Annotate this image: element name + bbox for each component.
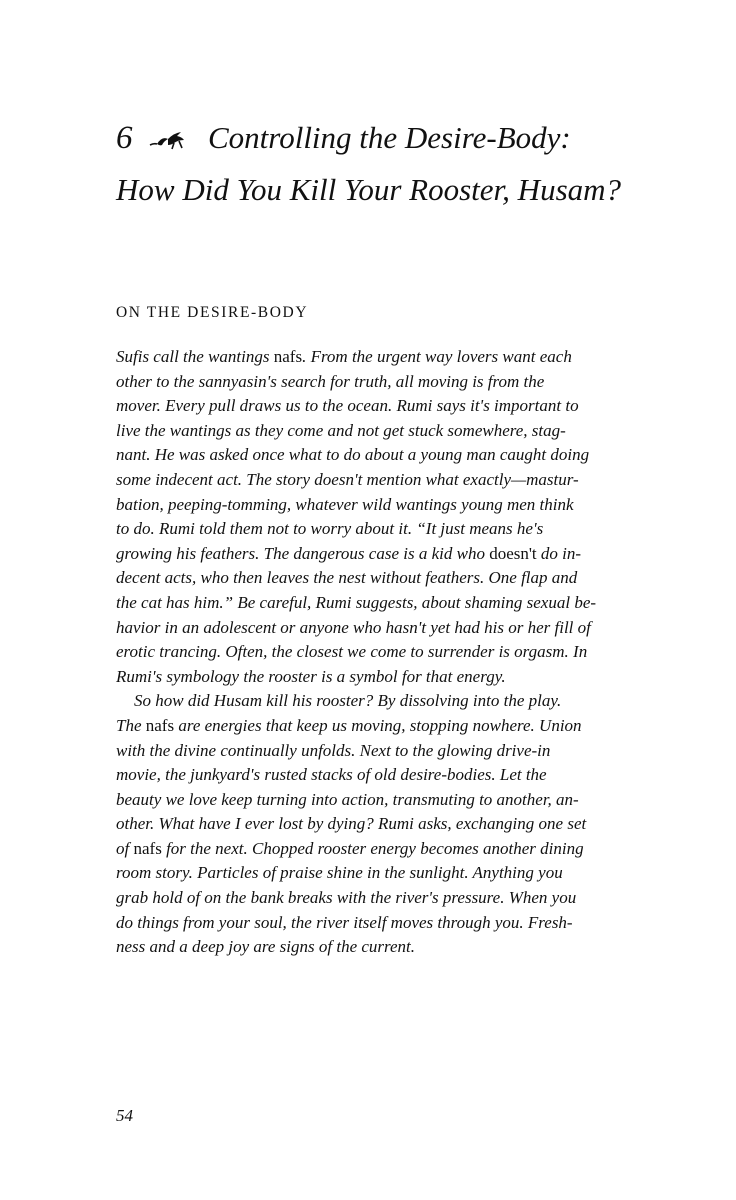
text-line: So how did Husam kill his rooster? By dissolving into the play. — [134, 691, 562, 711]
text-line: the cat has him.” Be careful, Rumi suggests, about shaming sexual be- — [116, 592, 597, 612]
text-line: nant. He was asked once what to do about a young man caught doing — [116, 445, 590, 465]
text-line: to do. Rumi told them not to worry about it. “It just means he's — [116, 519, 544, 539]
text-line: The nafs are energies that keep us moving, stopping nowhere. Union — [116, 715, 582, 735]
text-line: other to the sannyasin's search for truth, all moving is from the — [116, 371, 545, 391]
text-line: other. What have I ever lost by dying? Rumi asks, exchanging one set — [116, 814, 587, 834]
text-line: decent acts, who then leaves the nest without feathers. One flap and — [116, 568, 578, 588]
chapter-heading — [116, 112, 716, 216]
text-line: do things from your soul, the river itself moves through you. Fresh- — [116, 912, 573, 932]
text-line: havior in an adolescent or anyone who hasn't yet had his or her fill of — [116, 617, 591, 637]
chapter-title-part-1: Controlling the Desire-Body: — [208, 120, 571, 155]
text-line: bation, peeping-tomming, whatever wild wantings young men think — [116, 494, 574, 514]
text-line: growing his feathers. The dangerous case is a kid who doesn't do in- — [116, 543, 582, 563]
text-line: with the divine continually unfolds. Next to the glowing drive-in — [116, 740, 551, 760]
text-line: movie, the junkyard's rusted stacks of old desire-bodies. Let the — [116, 765, 547, 785]
text-line: of nafs for the next. Chopped rooster energy becomes another dining — [116, 838, 584, 858]
text-line: erotic trancing. Often, the closest we come to surrender is orgasm. In — [116, 642, 588, 662]
section-heading: ON THE DESIRE-BODY — [116, 304, 309, 321]
text-line: ness and a deep joy are signs of the current. — [116, 937, 416, 957]
text-line: live the wantings as they come and not get stuck somewhere, stag- — [116, 420, 566, 440]
page-number: 54 — [116, 1106, 133, 1125]
text-line: room story. Particles of praise shine in the sunlight. Anything you — [116, 863, 563, 883]
text-line: mover. Every pull draws us to the ocean. Rumi says it's important to — [116, 396, 579, 416]
chapter-title-line-1 — [116, 112, 716, 164]
text-line: Sufis call the wantings nafs. From the urgent way lovers want each — [116, 347, 572, 366]
body-text — [116, 345, 716, 960]
text-line: beauty we love keep turning into action, transmuting to another, an- — [116, 789, 579, 809]
fleuron-ornament-icon — [148, 128, 188, 150]
text-line: grab hold of on the bank breaks with the river's pressure. When you — [116, 888, 577, 908]
text-line: Rumi's symbology the rooster is a symbol for that energy. — [116, 666, 506, 686]
text-line: some indecent act. The story doesn't mention what exactly—mastur- — [116, 469, 579, 489]
chapter-title-line-2: How Did You Kill Your Rooster, Husam? — [116, 172, 622, 207]
chapter-number: 6 — [116, 120, 133, 156]
